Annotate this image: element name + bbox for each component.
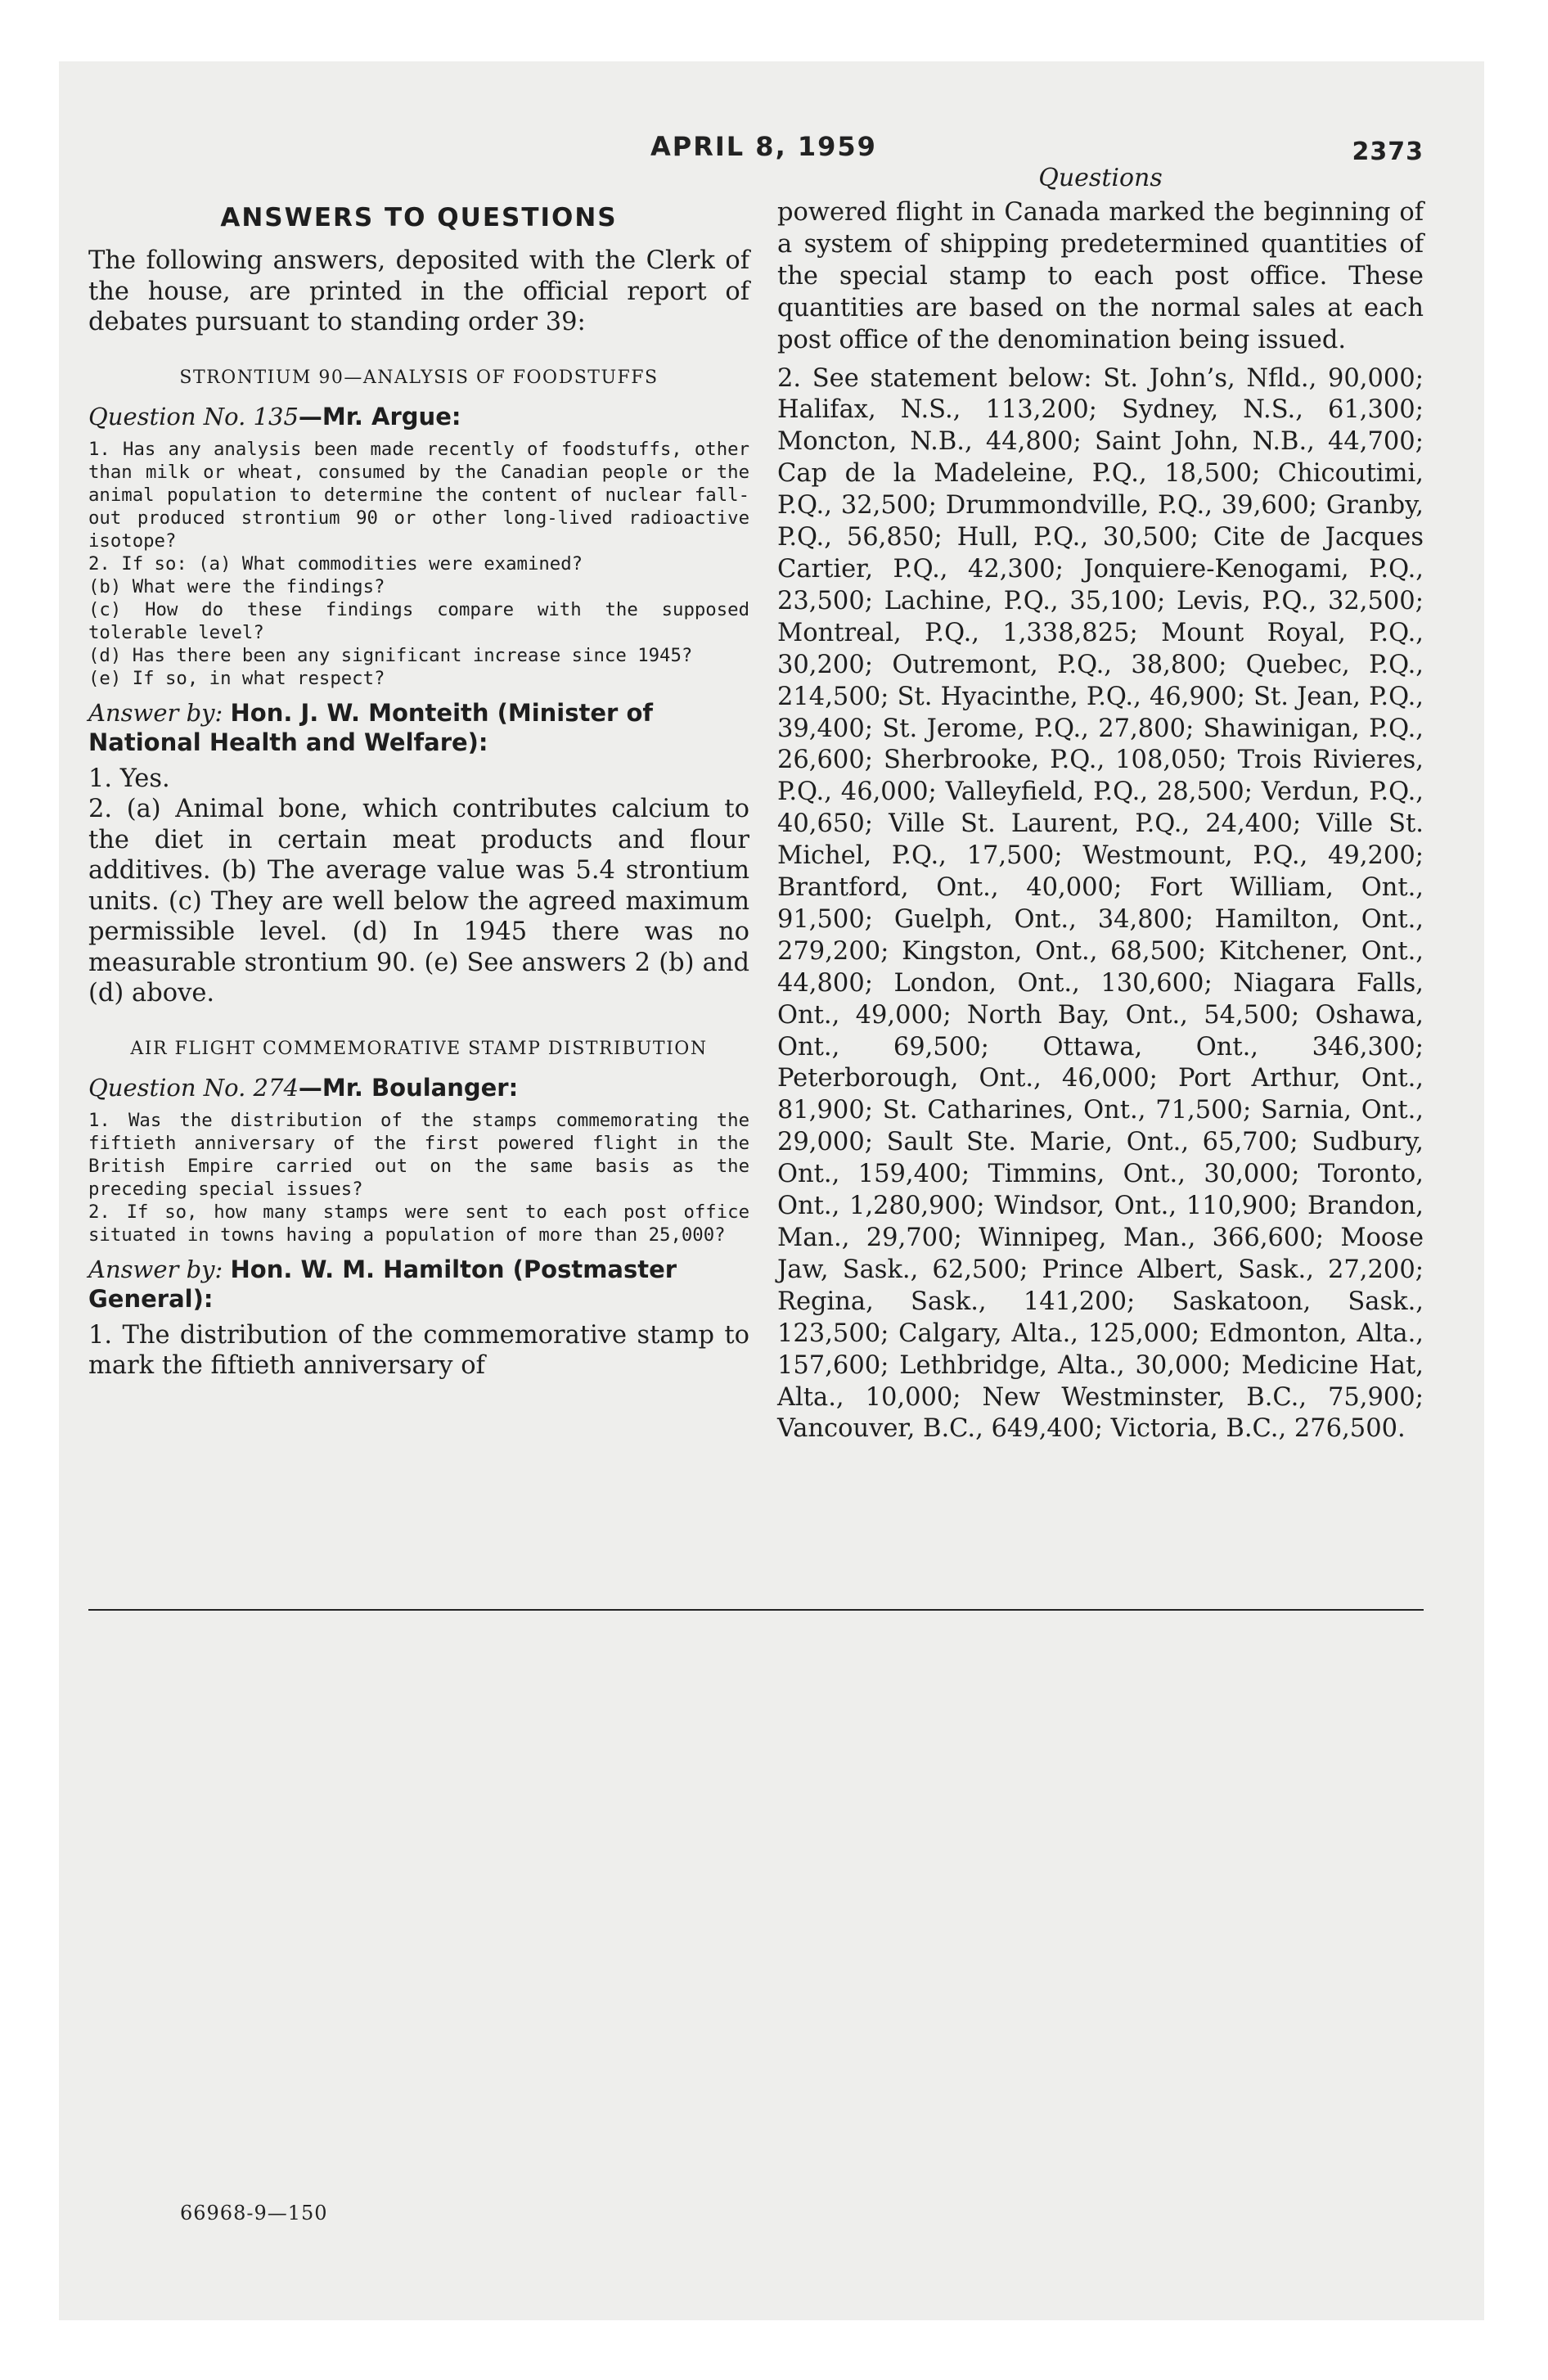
- question-item: 2. If so, how many stamps were sent to each post office situated in towns having a population of more than 25,000?: [88, 1201, 749, 1246]
- intro-paragraph: The following answers, deposited with the Clerk of the house, are printed in the official report of debates pursuant to standing order 39:: [88, 246, 749, 336]
- answer-label: Answer by:: [88, 1255, 223, 1283]
- question-item: 2. If so: (a) What commodities were examined?: [88, 552, 583, 575]
- running-heading: Questions: [1038, 164, 1163, 192]
- left-column: [88, 164, 749, 1382]
- question-item: (d) Has there been any significant increase since 1945?: [88, 644, 693, 666]
- section-title-stamp: AIR FLIGHT COMMEMORATIVE STAMP DISTRIBUTION: [130, 1038, 708, 1059]
- answer-item: 1. Yes.: [88, 764, 170, 793]
- answer-header-hamilton: [88, 1255, 749, 1314]
- page-title: ANSWERS TO QUESTIONS: [220, 203, 618, 232]
- answer-by: Hon. J. W. Monteith (Minister of National Health and Welfare):: [88, 698, 653, 756]
- continued-answer: powered flight in Canada marked the beginning of a system of shipping predetermined quantities of the special stamp to each post office. These quantities are based on the normal sales at each post office of the denomination being issued.: [777, 198, 1424, 354]
- question-label: Question No. 274: [88, 1073, 299, 1102]
- answer-header-monteith: [88, 698, 749, 757]
- stamp-distribution-list: 2. See statement below: St. John’s, Nfld., 90,000; Halifax, N.S., 113,200; Sydney, N.S., 61,300; Moncton, N.B., 44,800; Saint John, N.B., 44,700; Cap de la Madeleine, P.Q., 18,500; Chicoutimi, P.Q., 32,500; Drummondville, P.Q., 39,600; Granby, P.Q., 56,850; Hull, P.Q., 30,500; Cite de Jacques Cartier, P.Q., 42,300; Jonquiere-Kenogami, P.Q., 23,500; Lachine, P.Q., 35,100; Levis, P.Q., 32,500; Montreal, P.Q., 1,338,825; Mount Royal, P.Q., 30,200; Outremont, P.Q., 38,800; Quebec, P.Q., 214,500; St. Hyacinthe, P.Q., 46,900; St. Jean, P.Q., 39,400; St. Jerome, P.Q., 27,800; Shawinigan, P.Q., 26,600; Sherbrooke, P.Q., 108,050; Trois Rivieres, P.Q., 46,000; Valleyfield, P.Q., 28,500; Verdun, P.Q., 40,650; Ville St. Laurent, P.Q., 24,400; Ville St. Michel, P.Q., 17,500; Westmount, P.Q., 49,200; Brantford, Ont., 40,000; Fort William, Ont., 91,500; Guelph, Ont., 34,800; Hamilton, Ont., 279,200; Kingston, Ont., 68,500; Kitchener, Ont., 44,800; London, Ont., 130,600; Niagara Falls, Ont., 49,000; North Bay, Ont., 54,500; Oshawa, Ont., 69,500; Ottawa, Ont., 346,300; Peterborough, Ont., 46,000; Port Arthur, Ont., 81,900; St. Catharines, Ont., 71,500; Sarnia, Ont., 29,000; Sault Ste. Marie, Ont., 65,700; Sudbury, Ont., 159,400; Timmins, Ont., 30,000; Toronto, Ont., 1,280,900; Windsor, Ont., 110,900; Brandon, Man., 29,700; Winnipeg, Man., 366,600; Moose Jaw, Sask., 62,500; Prince Albert, Sask., 27,200; Regina, Sask., 141,200; Saskatoon, Sask., 123,500; Calgary, Alta., 125,000; Edmonton, Alta., 157,600; Lethbridge, Alta., 30,000; Medicine Hat, Alta., 10,000; New Westminster, B.C., 75,900; Vancouver, B.C., 649,400; Victoria, B.C., 276,500.: [777, 363, 1424, 1444]
- section-title-strontium: STRONTIUM 90—ANALYSIS OF FOODSTUFFS: [179, 367, 659, 388]
- answer-by: Hon. W. M. Hamilton (Postmaster General):: [88, 1255, 677, 1313]
- question-item: 1. Has any analysis been made recently of foodstuffs, other than milk or wheat, consumed by the Canadian people or the animal population to determine the content of nuclear fall-out produced strontium 90 or other long-lived radioactive isotope?: [88, 438, 749, 552]
- question-item: (e) If so, in what respect?: [88, 667, 385, 689]
- question-item: 1. Was the distribution of the stamps commemorating the fiftieth anniversary of the first powered flight in the British Empire carried out on the same basis as the preceding special issues?: [88, 1109, 749, 1200]
- answer-item: 1. The distribution of the commemorative stamp to mark the fiftieth anniversary of: [88, 1320, 749, 1380]
- page-number: 2373: [1352, 137, 1424, 166]
- question-header-135: [88, 402, 749, 431]
- question-label: Question No. 135: [88, 402, 299, 430]
- right-column: [777, 164, 1424, 1445]
- answer-item: 2. (a) Animal bone, which contributes calcium to the diet in certain meat products and flour additives. (b) The average value was 5.4 strontium units. (c) They are well below the agreed maximum permissible level. (d) In 1945 there was no measurable strontium 90. (e) See answers 2 (b) and (d) above.: [88, 795, 749, 1007]
- question-item: (b) What were the findings?: [88, 575, 385, 597]
- answer-label: Answer by:: [88, 698, 223, 727]
- bottom-rule: [88, 1609, 1424, 1611]
- header-date: APRIL 8, 1959: [650, 131, 877, 162]
- question-item: (c) How do these findings compare with the supposed tolerable level?: [88, 598, 749, 643]
- printer-code: 66968-9—150: [180, 2202, 328, 2224]
- question-header-274: [88, 1073, 749, 1102]
- question-asker: —Mr. Argue:: [298, 402, 461, 430]
- question-asker: —Mr. Boulanger:: [298, 1073, 519, 1102]
